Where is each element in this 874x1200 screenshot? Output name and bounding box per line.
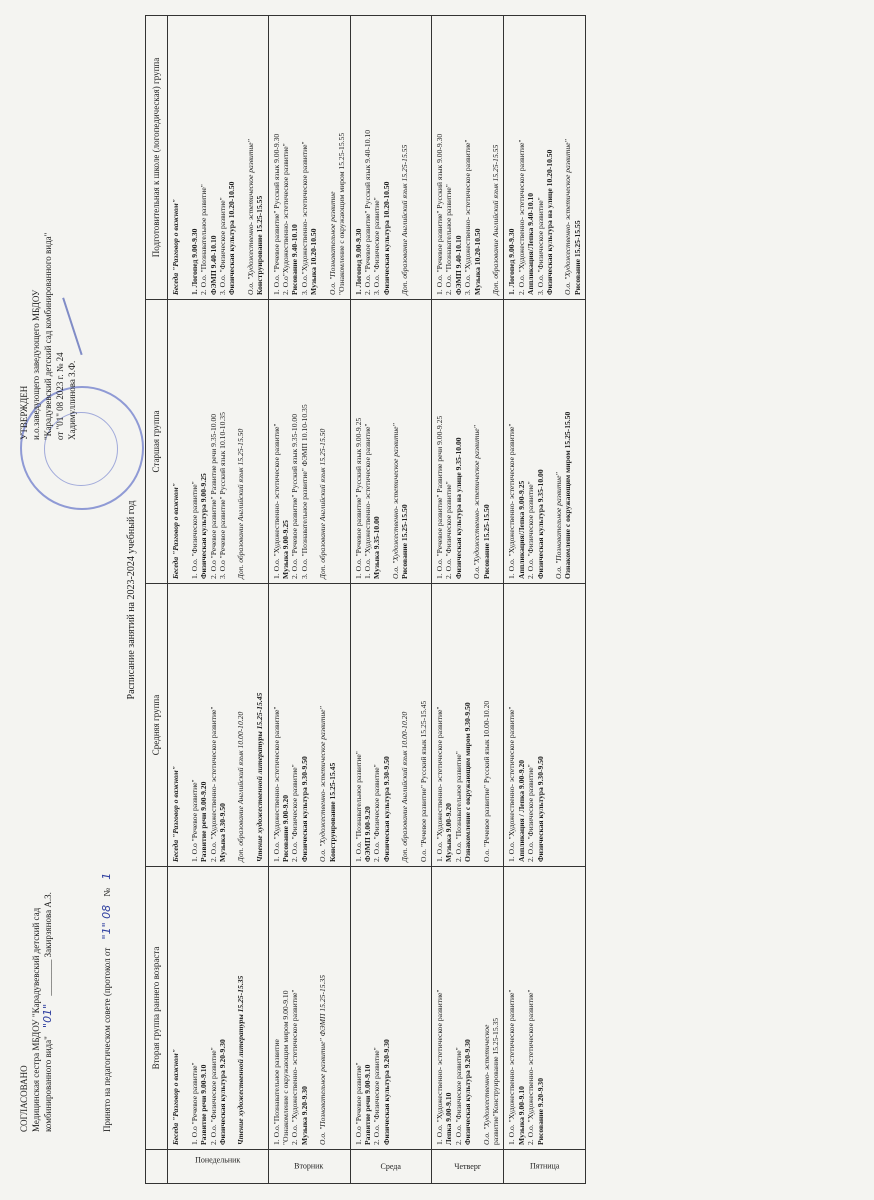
column-header: Подготовительная к школе (логопедическая) группа xyxy=(146,16,168,300)
spacer xyxy=(410,588,419,862)
schedule-cell xyxy=(268,300,350,584)
schedule-line: О.о. "Художественно- эстетическое развитие" xyxy=(390,423,400,579)
spacer xyxy=(227,588,236,862)
schedule-line: Рисование 15.25-15.50 xyxy=(400,504,410,579)
spacer xyxy=(554,20,563,295)
table-header-row xyxy=(146,16,168,1184)
schedule-cell xyxy=(168,584,268,867)
schedule-cell xyxy=(350,584,431,867)
beseda-line: Беседа "Разговор о важном" xyxy=(171,199,181,295)
schedule-cell xyxy=(504,867,586,1150)
beseda-line: Беседа "Разговор о важном" xyxy=(171,1049,181,1145)
schedule-line: 1. О.о. "Речевое развитие" Русский язык 9.00-9.30 xyxy=(271,133,281,295)
approver-org: Медицинская сестра МБДОУ "Карадувевский детский сад xyxy=(31,907,41,1132)
schedule-line: 1. О.о. "Речевое развитие" Русский язык 9.00-9.30 xyxy=(434,133,444,295)
schedule-line: Рисование 9.20-9.30 xyxy=(535,1077,545,1145)
schedule-line: 1. Логопед 9.00-9.30 xyxy=(507,228,517,295)
schedule-line: Доп. образование Английский язык 15.25-15.55 xyxy=(490,144,500,295)
accepted-date: "1" 08 xyxy=(100,904,113,940)
schedule-line: ФЭМП 9.40-10.10 xyxy=(453,235,463,295)
schedule-line: 3. О.о. "Физическое развитие" xyxy=(218,197,228,295)
day-label-cell xyxy=(268,1150,350,1184)
spacer xyxy=(382,304,391,579)
schedule-line: Рисование 15.25-15.50 xyxy=(481,504,491,579)
schedule-cell xyxy=(350,300,431,584)
document-title: Расписание занятий на 2023-2024 учебный год xyxy=(126,500,137,700)
schedule-line: 2. О.о. "Физическое развитие" xyxy=(453,1047,463,1145)
schedule-line: 2. О.о. "Познавательное развитие" xyxy=(444,184,454,295)
schedule-line: Доп. образование Английский язык 10.00-10.20 xyxy=(400,711,410,862)
day-label-cell xyxy=(168,1150,268,1184)
schedule-line: О.о. "Познавательное развитие" ФЭМП 15.25-15.35 xyxy=(318,974,328,1145)
schedule-line: О.о. "Художественно- эстетическое развитие" xyxy=(318,706,328,862)
schedule-line: Доп. образование Английский язык 15.25-15.55 xyxy=(400,144,410,295)
schedule-cell xyxy=(168,300,268,584)
schedule-line: Физическая культура 9.20-9.30 xyxy=(463,1039,473,1145)
schedule-cell xyxy=(268,16,350,300)
spacer xyxy=(181,20,190,295)
spacer xyxy=(227,871,236,1145)
schedule-line: Доп. образование Английский язык 10.00-10.20 xyxy=(236,711,246,862)
day-label: Вторник xyxy=(294,1161,324,1171)
schedule-line: 2. О.о. "Физическое развитие" xyxy=(372,1047,382,1145)
accepted-prefix: Принято на педагогическом совете (протокол от xyxy=(102,947,112,1132)
schedule-line: 3. О.о. "Художественно- эстетическое развитие" xyxy=(463,139,473,295)
day-label: Четверг xyxy=(454,1161,482,1171)
schedule-line: Музыка 9.00-9.10 xyxy=(516,1086,526,1145)
schedule-line: Музыка 9.20-9.30 xyxy=(299,1086,309,1145)
spacer xyxy=(246,588,255,862)
schedule-line: О.о."Художественно- эстетическое развитие" xyxy=(472,425,482,579)
table-row xyxy=(168,16,268,1184)
approved-label: СОГЛАСОВАНО xyxy=(19,1065,29,1132)
spacer xyxy=(181,871,190,1145)
schedule-line: 2. О.о. "Художественно- эстетическое развитие" xyxy=(208,706,218,862)
head-name: Хадимуллинова З.Ф. xyxy=(67,360,77,440)
schedule-line: 2. О.о. "Физическое развитие" xyxy=(290,764,300,862)
schedule-line: Музыка 10.20-10.50 xyxy=(472,228,482,295)
schedule-line: 2. О.о. "Художественно- эстетическое развитие" xyxy=(516,139,526,295)
schedule-line: Физическая культура 9.30-9.50 xyxy=(299,756,309,862)
spacer xyxy=(319,20,328,295)
column-header: Вторая группа раннего возраста xyxy=(146,867,168,1150)
schedule-line: 1. О.о. "Художественно- эстетическое развитие" xyxy=(362,423,372,579)
schedule-line: Ознакомление с окружающим миром 9.30-9.50 xyxy=(463,702,473,862)
approver-org-line2: комбинированного вида" "01" ________ Закирзянова А.З. xyxy=(41,892,54,1132)
day-label-cell xyxy=(350,1150,431,1184)
schedule-line: 2. О.о. "Физическое развитие" xyxy=(444,481,454,579)
schedule-line: 1. О.о. "Художественно- эстетическое развитие" xyxy=(271,706,281,862)
schedule-line: Лепка 9.00-9.10 xyxy=(444,1092,454,1145)
schedule-line: 1. О.о "Речевое развитие" xyxy=(353,1062,363,1145)
approver-org-suffix: комбинированного вида" xyxy=(43,1036,53,1132)
day-label: Пятница xyxy=(530,1161,560,1171)
schedule-line: Физическая культура 10.20-10.50 xyxy=(381,181,391,295)
schedule-line: О.о. "Художественно- эстетическое развитие" xyxy=(245,139,255,295)
schedule-line: 3. О.о."Художественно- эстетическое развитие" xyxy=(299,141,309,295)
schedule-line: 1. О.о "Речевое развитие" xyxy=(189,1062,199,1145)
spacer xyxy=(237,20,246,295)
schedule-line: 2. О.о. "Физическое развитие" xyxy=(372,764,382,862)
spacer xyxy=(227,304,236,579)
column-header: Средняя группа xyxy=(146,584,168,867)
schedule-line: Развитие речи 9.00-9.10 xyxy=(362,1064,372,1145)
schedule-line: Физическая культура 9.20-9.30 xyxy=(218,1039,228,1145)
schedule-line: 1. О.о."Познавательное развитие xyxy=(271,1039,281,1145)
schedule-cell xyxy=(268,867,350,1150)
spacer xyxy=(482,20,491,295)
schedule-line: 1. О.о. "Познавательное развитие" xyxy=(353,751,363,862)
column-header: Старшая группа xyxy=(146,300,168,584)
schedule-line: 2. О.о. "Познавательное развитие" xyxy=(453,751,463,862)
schedule-line: 1. О.о. "Художественно- эстетическое развитие" xyxy=(434,706,444,862)
schedule-line: Физическая культура 9.30-9.50 xyxy=(535,756,545,862)
schedule-line: 1. О.о. "Физическое развитие" xyxy=(189,481,199,579)
schedule-line: 3. О.о. "Физическое развитие" xyxy=(535,197,545,295)
schedule-line: "Ознакомление с окружающим миром 15.25-15.55 xyxy=(337,132,347,295)
schedule-line: 1. О.о. "Художественно- эстетическое развитие" xyxy=(507,989,517,1145)
schedule-line: 1. О.о "Речевое развитие" xyxy=(189,779,199,862)
approval-block-left xyxy=(18,712,54,1132)
schedule-line: О.о. "Речевое развитие" Русский язык 10.00-10.20 xyxy=(481,700,491,862)
day-label: Понедельник xyxy=(195,1155,241,1165)
schedule-line: развитие"Конструирование 15.25-15.35 xyxy=(490,1017,500,1145)
spacer xyxy=(309,588,318,862)
schedule-line: Чтение художественной литературы 15.25-15.45 xyxy=(254,692,264,862)
schedule-line: Физическая культура 10.20-10.50 xyxy=(227,181,237,295)
order-line: от "01" 08 2023 г. № 24 xyxy=(55,352,65,440)
schedule-line: Музыка 9.30-9.50 xyxy=(218,803,228,862)
schedule-line: Рисование 15.25-15.55 xyxy=(572,220,582,295)
schedule-line: Ознакомление с окружающим миром 15.25-15.50 xyxy=(563,411,573,579)
schedule-line: Физическая культура 9.30-9.50 xyxy=(381,756,391,862)
schedule-line: ФЭМП 9.00-9.20 xyxy=(362,806,372,862)
schedule-cell xyxy=(431,16,503,300)
schedule-line: Доп. образование Английский язык 15.25-15.50 xyxy=(318,428,328,579)
spacer xyxy=(181,304,190,579)
approved-title: УТВЕРЖДЕН xyxy=(19,385,29,440)
schedule-cell xyxy=(350,867,431,1150)
schedule-line: Развитие речи 9.00-9.20 xyxy=(199,781,209,862)
schedule-line: 1. О.о. "Речевое развитие" Русский язык 9.00-9.25 xyxy=(353,417,363,579)
table-row xyxy=(350,16,431,1184)
schedule-cell xyxy=(504,16,586,300)
column-header-day xyxy=(146,1150,168,1184)
spacer xyxy=(473,871,482,1145)
schedule-line: Конструирование 15.25-15.55 xyxy=(255,195,265,295)
spacer xyxy=(473,588,482,862)
schedule-line: 1. О.о. "Речевое развитие" Развитие речи 9.00-9.25 xyxy=(434,415,444,579)
accepted-no-label: № xyxy=(102,887,112,897)
schedule-cell xyxy=(350,16,431,300)
schedule-cell xyxy=(504,300,586,584)
table-row xyxy=(431,16,503,1184)
schedule-line: О.о. "Речевое развитие" Русский язык 15.25-15.45 xyxy=(418,700,428,862)
spacer xyxy=(309,871,318,1145)
schedule-line: Физическая культура 9.35-10.00 xyxy=(535,469,545,579)
schedule-line: Аппликация/Лепка 9.40-10.10 xyxy=(526,192,536,295)
schedule-cell xyxy=(268,584,350,867)
schedule-line: Конструирование 15.25-15.45 xyxy=(327,762,337,862)
spacer xyxy=(391,588,400,862)
schedule-line: Музыка 9.00-9.20 xyxy=(444,803,454,862)
schedule-line: Рисование 9.40-10.10 xyxy=(290,224,300,295)
schedule-cell xyxy=(431,300,503,584)
schedule-line: О.о. "Познавательное развитие xyxy=(327,191,337,295)
accepted-no: 1 xyxy=(100,872,113,880)
schedule-line: "Ознакомление с окружающим миром 9.00-9.10 xyxy=(281,990,291,1145)
schedule-line: 2. О.о. "Художественно- эстетическое развитие" xyxy=(290,989,300,1145)
schedule-line: 2. О.о. "Физическое развитие" xyxy=(526,764,536,862)
schedule-line: 2. О.о. "Речевое развитие" Русский язык 9.35-10.00 xyxy=(290,414,300,579)
schedule-line: О.о. "Познавательное развитие" xyxy=(554,472,563,579)
schedule-cell xyxy=(431,584,503,867)
schedule-line: Рисование 9.00-9.20 xyxy=(281,794,291,862)
spacer xyxy=(545,304,554,579)
schedule-line: 1. О.о. "Художественно- эстетическое развитие" xyxy=(507,706,517,862)
schedule-line: 2. О.о. "Физическое развитие" xyxy=(208,1047,218,1145)
schedule-line: Физическая культура 9.20-9.30 xyxy=(381,1039,391,1145)
schedule-line: 2. О.о. "Познавательное развитие" xyxy=(199,184,209,295)
schedule-line: 2. О.о"Художественно- эстетическое развитие" xyxy=(281,143,291,295)
schedule-line: 1. О.о. "Художественно- эстетическое развитие" xyxy=(434,989,444,1145)
table-row xyxy=(268,16,350,1184)
schedule-table xyxy=(145,15,586,1184)
schedule-cell xyxy=(431,867,503,1150)
schedule-line: 3. О.о. "Познавательное развитие" ФЭМП 10.10-10.35 xyxy=(299,404,309,579)
schedule-line: ФЭМП 9.40-10.10 xyxy=(208,235,218,295)
schedule-line: 2. О.о "Речевое развитие" Развитие речи 9.35-10.00 xyxy=(208,413,218,579)
schedule-line: Музыка 9.35-10.00 xyxy=(372,516,382,579)
spacer xyxy=(391,20,400,295)
schedule-line: Физическая культура на улице 9.35-10.00 xyxy=(453,437,463,579)
schedule-line: Физическая культура на улице 10.20-10.50 xyxy=(545,149,554,295)
schedule-line: О.о. "Художественно- эстетическое развитие" xyxy=(563,139,573,295)
schedule-cell xyxy=(168,867,268,1150)
schedule-line: 1. Логопед 9.00-9.30 xyxy=(189,228,199,295)
schedule-line: 1. О.о. "Художественно- эстетическое развитие" xyxy=(271,423,281,579)
schedule-line: 2. О.о. "Физическое развитие" xyxy=(526,481,536,579)
schedule-line: 1. Логопед 9.00-9.30 xyxy=(353,228,363,295)
schedule-cell xyxy=(504,584,586,867)
schedule-line: Музыка 10.20-10.50 xyxy=(309,228,319,295)
spacer xyxy=(463,304,472,579)
approval-block-right xyxy=(18,20,78,440)
beseda-line: Беседа "Разговор о важном" xyxy=(171,766,181,862)
schedule-line: 2. О.о. "Художественно- эстетическое развитие" xyxy=(526,989,536,1145)
schedule-line: 3. О.о "Речевое развитие" Русский язык 10.10-10.35 xyxy=(218,412,228,579)
schedule-line: 1. О.о. "Художественно- эстетическое развитие" xyxy=(507,423,517,579)
table-row xyxy=(504,16,586,1184)
approver-name: Закирзянова А.З. xyxy=(43,892,53,958)
day-label-cell xyxy=(431,1150,503,1184)
schedule-line: О.о. "Художественно- эстетическое xyxy=(481,1024,491,1145)
schedule-line: 2. О.о. "Речевое развитие" Русский язык 9.40-10.10 xyxy=(362,130,372,295)
schedule-line: 3. О.о. "Физическое развитие" xyxy=(372,197,382,295)
head-role: и.о.заведующего заведующего МБДОУ xyxy=(31,289,41,440)
schedule-line: Аппликация/Лепка 9.00-9.25 xyxy=(516,480,526,579)
spacer xyxy=(181,588,190,862)
schedule-line: Аппликация / Лепка 9.00-9.20 xyxy=(516,759,526,862)
schedule-line: Чтение художественной литературы 15.25-15.35 xyxy=(236,975,246,1145)
spacer xyxy=(309,304,318,579)
day-label: Среда xyxy=(380,1161,401,1171)
head-org: "Карадувевский детский сад комбинированного вида" xyxy=(43,232,53,440)
schedule-line: Физическая культура 9.00-9.25 xyxy=(199,473,209,579)
schedule-line: Доп. образование Английский язык 15.25-15.50 xyxy=(236,428,246,579)
beseda-line: Беседа "Разговор о важном" xyxy=(171,483,181,579)
accepted-line xyxy=(100,867,113,1132)
schedule-line: Развитие речи 9.00-9.10 xyxy=(199,1064,209,1145)
handwritten-date: "01" xyxy=(41,1003,54,1028)
schedule-line: Музыка 9.00-9.25 xyxy=(281,520,291,579)
schedule-cell xyxy=(168,16,268,300)
day-label-cell xyxy=(504,1150,586,1184)
